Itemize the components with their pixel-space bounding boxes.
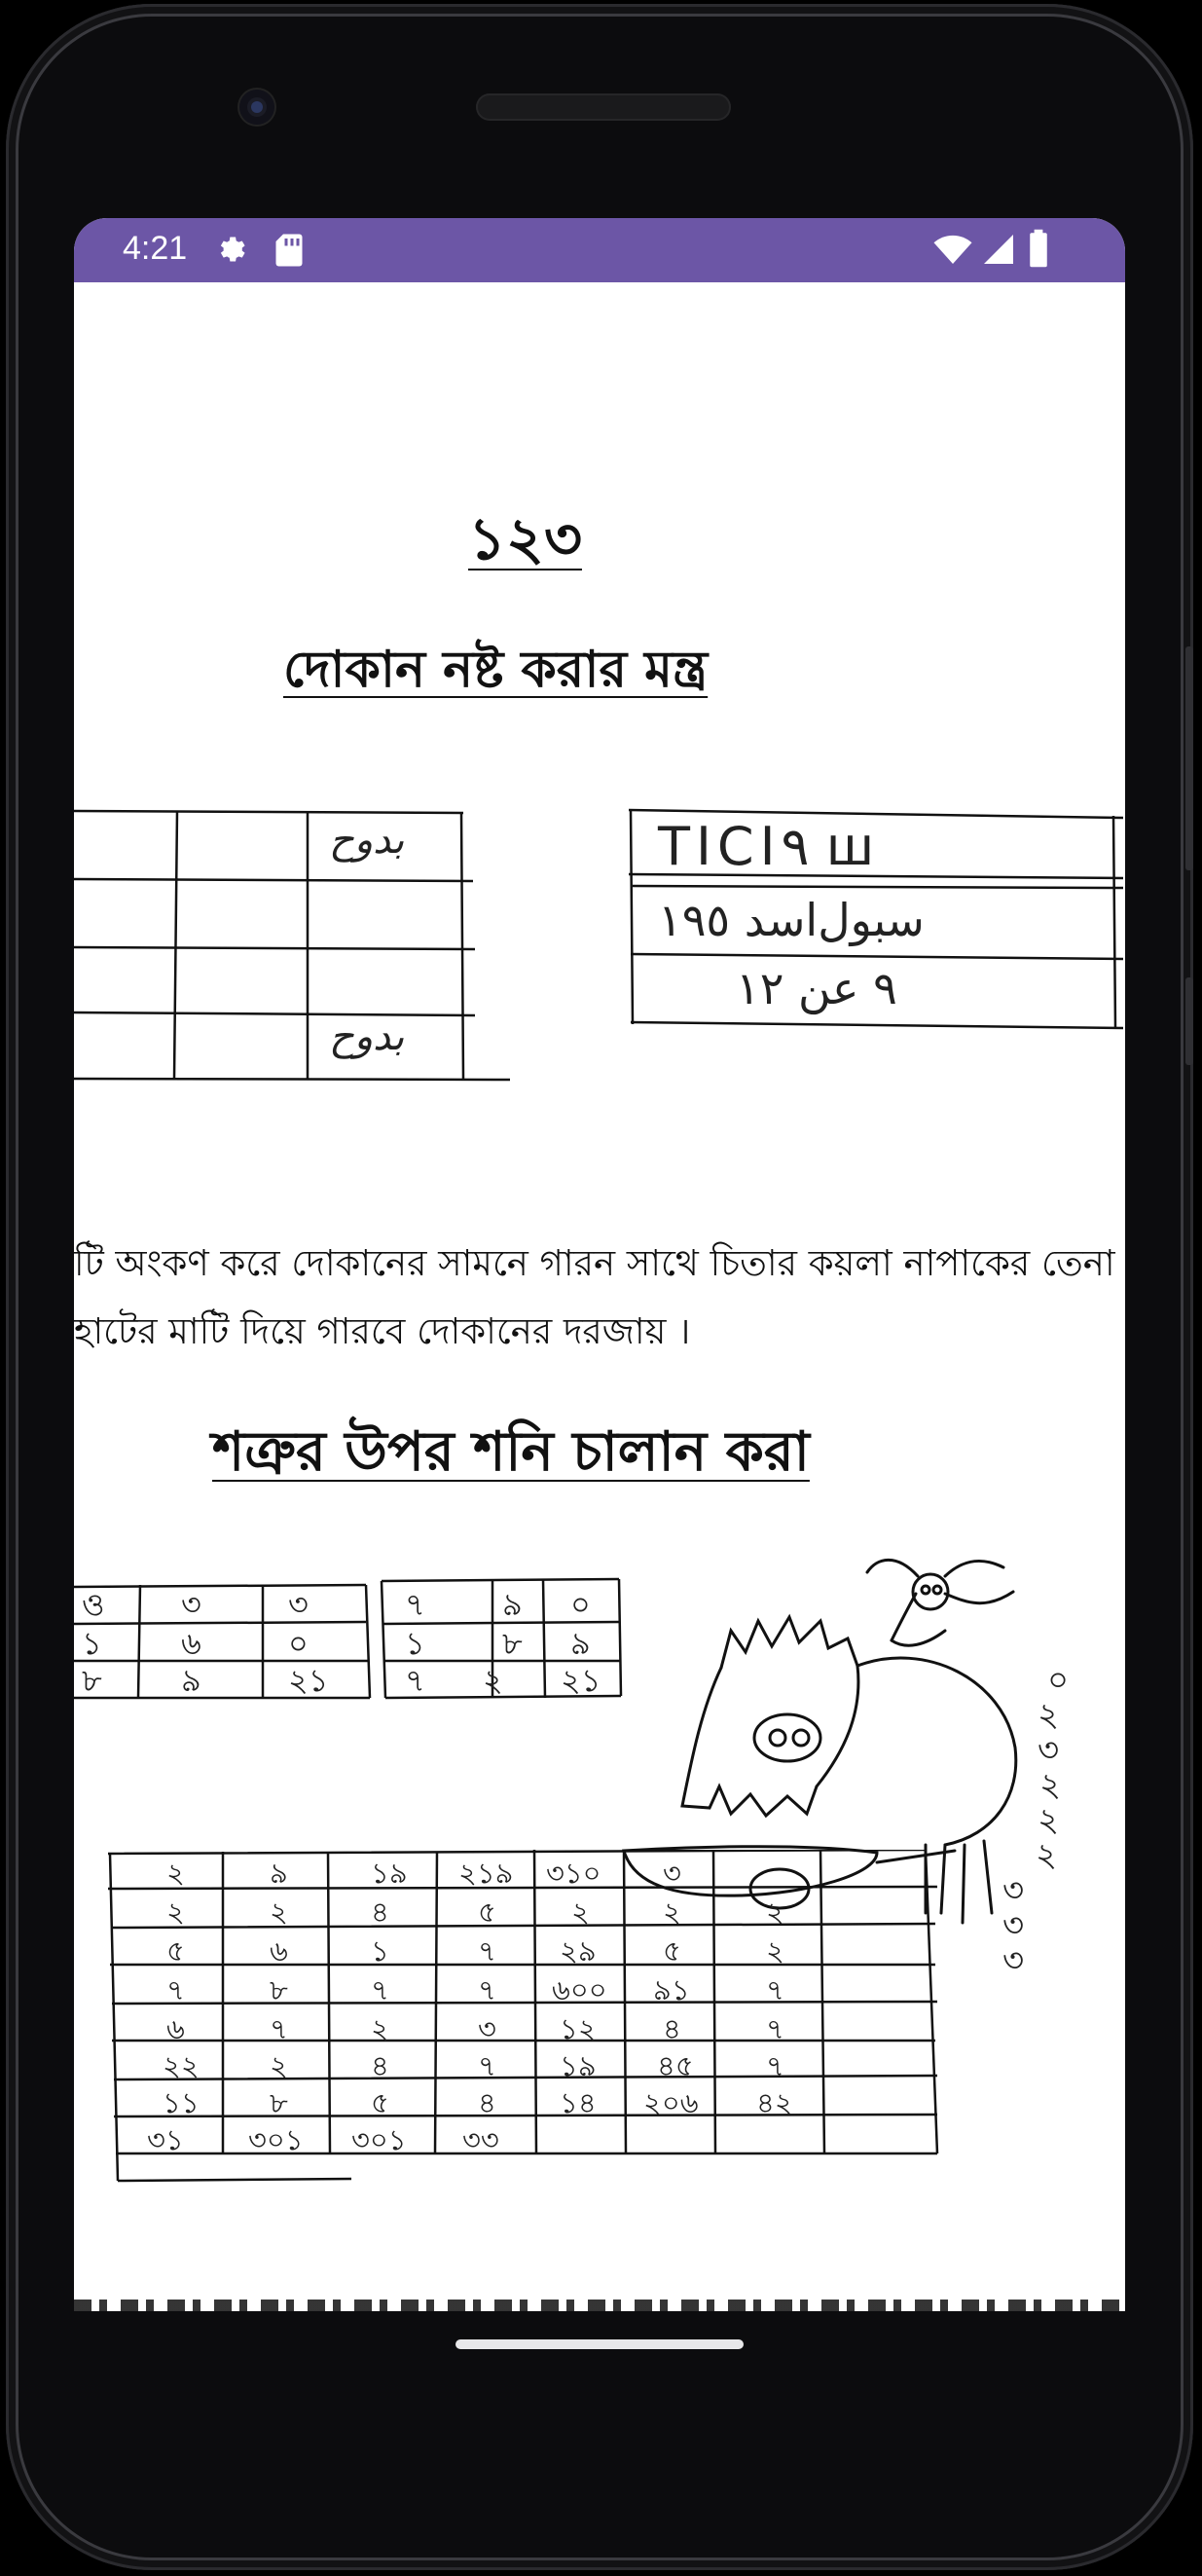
- table-d-cell: ১: [371, 1934, 389, 1968]
- table-d-cell: ৩৩: [462, 2123, 499, 2156]
- next-line-cutoff: [74, 2300, 1125, 2311]
- table-d-cell: ২: [166, 1857, 185, 1890]
- volume-button: [1185, 977, 1193, 1065]
- status-time: 4:21: [123, 230, 188, 267]
- table-d-grid: [108, 1852, 984, 2183]
- side-mark: ৩: [1002, 1871, 1025, 1910]
- table-d-cell: ৩১: [147, 2123, 184, 2156]
- side-mark: ২: [1038, 1696, 1060, 1735]
- table-d-cell: ৪: [371, 2049, 389, 2082]
- table-d-cell: ২৯: [560, 1934, 597, 1968]
- table-b-row-2: ﺳﺒﻮﻝﺍﺳﺪ ١٩٥: [658, 894, 925, 946]
- table-b-row-3: ٩ ﻋﻦ ١٢: [736, 962, 897, 1014]
- table-d-cell: ৩০১: [248, 2123, 304, 2156]
- table-d-cell: ৬০০: [552, 1973, 607, 2006]
- table-d-cell: ৮: [270, 2086, 288, 2119]
- table-d-cell: ৭: [371, 1973, 389, 2006]
- table-d-cell: ৬: [166, 2012, 185, 2045]
- table-c-cell: ২: [483, 1662, 503, 1699]
- table-d-row: [108, 2118, 984, 2155]
- table-c-cell: ১: [405, 1625, 425, 1662]
- side-mark: ০: [1047, 1661, 1070, 1700]
- table-d-cell: ৩: [478, 2012, 496, 2045]
- table-d-cell: ৪: [478, 2086, 496, 2119]
- table-d-cell: ৭: [766, 1973, 784, 2006]
- table-d-cell: ২: [766, 1934, 784, 1968]
- earpiece-speaker: [476, 93, 731, 121]
- table-d-cell: ৯: [270, 1857, 288, 1890]
- battery-icon: [1028, 228, 1049, 273]
- table-c-cell: ১: [82, 1625, 102, 1662]
- table-b-row-1: ΤΙCΙ٩ ш: [658, 816, 881, 877]
- table-c-grid: [74, 1580, 629, 1697]
- table-c-cell: ৭: [405, 1662, 425, 1699]
- table-c-cell: ০: [570, 1586, 591, 1623]
- table-d-cell: ৩০১: [351, 2123, 407, 2156]
- table-d-cell: ১৯: [560, 2049, 597, 2082]
- table-d-cell: ৭: [478, 1934, 496, 1968]
- table-d-cell: ৫: [371, 2086, 389, 2119]
- table-d-row: [108, 2044, 984, 2081]
- table-d-cell: ১৯: [371, 1857, 408, 1890]
- table-d-cell: ১৪: [560, 2086, 597, 2119]
- table-d-cell: ১১: [163, 2086, 200, 2119]
- table-d-cell: ২১৯: [458, 1857, 514, 1890]
- table-c-cell: ২১: [561, 1662, 601, 1699]
- table-d-cell: ২: [663, 1895, 681, 1929]
- table-d-cell: ৭: [270, 2012, 288, 2045]
- table-d-row: [108, 2081, 984, 2118]
- front-camera: [239, 90, 274, 125]
- table-d-cell: ৩১০: [546, 1857, 601, 1890]
- table-d-cell: ৪৫: [657, 2049, 694, 2082]
- table-c-cell: ৯: [181, 1662, 201, 1699]
- side-mark: ৩: [1002, 1941, 1025, 1980]
- status-bar: [74, 218, 1125, 282]
- table-d-row: [108, 1852, 984, 1889]
- cell-signal-icon: [981, 232, 1016, 271]
- table-d-cell: ৪: [371, 1895, 389, 1929]
- table-c-cell: ২১: [288, 1662, 329, 1699]
- screen: [74, 218, 1125, 2311]
- table-d-row: [108, 2007, 984, 2044]
- table-a-mark-bottom: ﺑﺪﻭﺡ: [329, 1014, 405, 1059]
- table-d-cell: ৭: [166, 1973, 185, 2006]
- sd-card-icon: [274, 233, 304, 272]
- table-c-cell: ৬: [181, 1625, 201, 1662]
- table-d-cell: ৩: [663, 1857, 681, 1890]
- table-c-cell: ৩: [181, 1586, 201, 1623]
- side-mark: ২: [1036, 1836, 1058, 1875]
- table-d-cell: ৫: [166, 1934, 185, 1968]
- table-d-cell: ২: [371, 2012, 389, 2045]
- table-d-cell: ৪: [663, 2012, 681, 2045]
- table-d-cell: ২: [270, 1895, 288, 1929]
- table-d-cell: ২: [766, 1895, 784, 1929]
- table-c-cell: ও: [82, 1586, 105, 1623]
- table-c-cell: ৮: [502, 1625, 523, 1662]
- table-d-cell: ২: [270, 2049, 288, 2082]
- table-d-cell: ৭: [766, 2049, 784, 2082]
- table-d-cell: ৮: [270, 1973, 288, 2006]
- phone-frame: [6, 4, 1193, 2570]
- home-indicator[interactable]: [455, 2339, 744, 2349]
- wifi-icon: [932, 232, 973, 271]
- grid-table-a: [74, 803, 522, 1086]
- table-c-cell: ৭: [405, 1586, 425, 1623]
- paragraph-line-2: হাটের মাটি দিয়ে গারবে দোকানের দরজায় ।: [74, 1310, 691, 1352]
- table-d-cell: ৪২: [756, 2086, 793, 2119]
- table-d-cell: ৭: [766, 2012, 784, 2045]
- table-d-cell: ৭: [478, 2049, 496, 2082]
- side-mark: ২: [1038, 1801, 1060, 1840]
- table-d-cell: ২২: [163, 2049, 200, 2082]
- table-d-row: [108, 1930, 984, 1967]
- table-c-cell: ৯: [502, 1586, 523, 1623]
- section-title-enemy: শত্রুর উপর শনি চালান করা: [212, 1419, 810, 1484]
- gear-icon: [212, 232, 249, 273]
- table-d-cell: ২: [571, 1895, 590, 1929]
- table-d-cell: ২: [166, 1895, 185, 1929]
- table-d-cell: ৬: [270, 1934, 288, 1968]
- table-d-cell: ১২: [560, 2012, 597, 2045]
- table-c-cell: ০: [288, 1625, 309, 1662]
- table-d-cell: ২০৬: [643, 2086, 699, 2119]
- power-button: [1185, 646, 1193, 870]
- table-d-row: [108, 1969, 984, 2006]
- side-mark: ৩: [1002, 1906, 1025, 1945]
- table-d-cell: ৯১: [653, 1973, 690, 2006]
- side-mark: ৩: [1038, 1731, 1060, 1770]
- table-d-row: [108, 1891, 984, 1928]
- table-a-mark-top: ﺑﺪﻭﺡ: [329, 818, 405, 863]
- table-d-cell: ৫: [663, 1934, 681, 1968]
- table-d-cell: ৭: [478, 1973, 496, 2006]
- sketch-side-marks: [979, 1661, 1070, 1980]
- section-title-shop: দোকান নষ্ট করার মন্ত্র: [283, 640, 709, 699]
- table-c-cell: ৮: [82, 1662, 102, 1699]
- table-d-cell: ৫: [478, 1895, 496, 1929]
- side-mark: ২: [1039, 1766, 1062, 1805]
- paragraph-line-1: টি অংকণ করে দোকানের সামনে গারন সাথে চিতার কয়লা নাপাকের তেনা: [74, 1242, 1115, 1284]
- book-page[interactable]: [74, 282, 1125, 2311]
- table-c-cell: ৩: [288, 1586, 309, 1623]
- table-c-cell: ৯: [570, 1625, 591, 1662]
- page-number: ১২৩: [468, 505, 582, 573]
